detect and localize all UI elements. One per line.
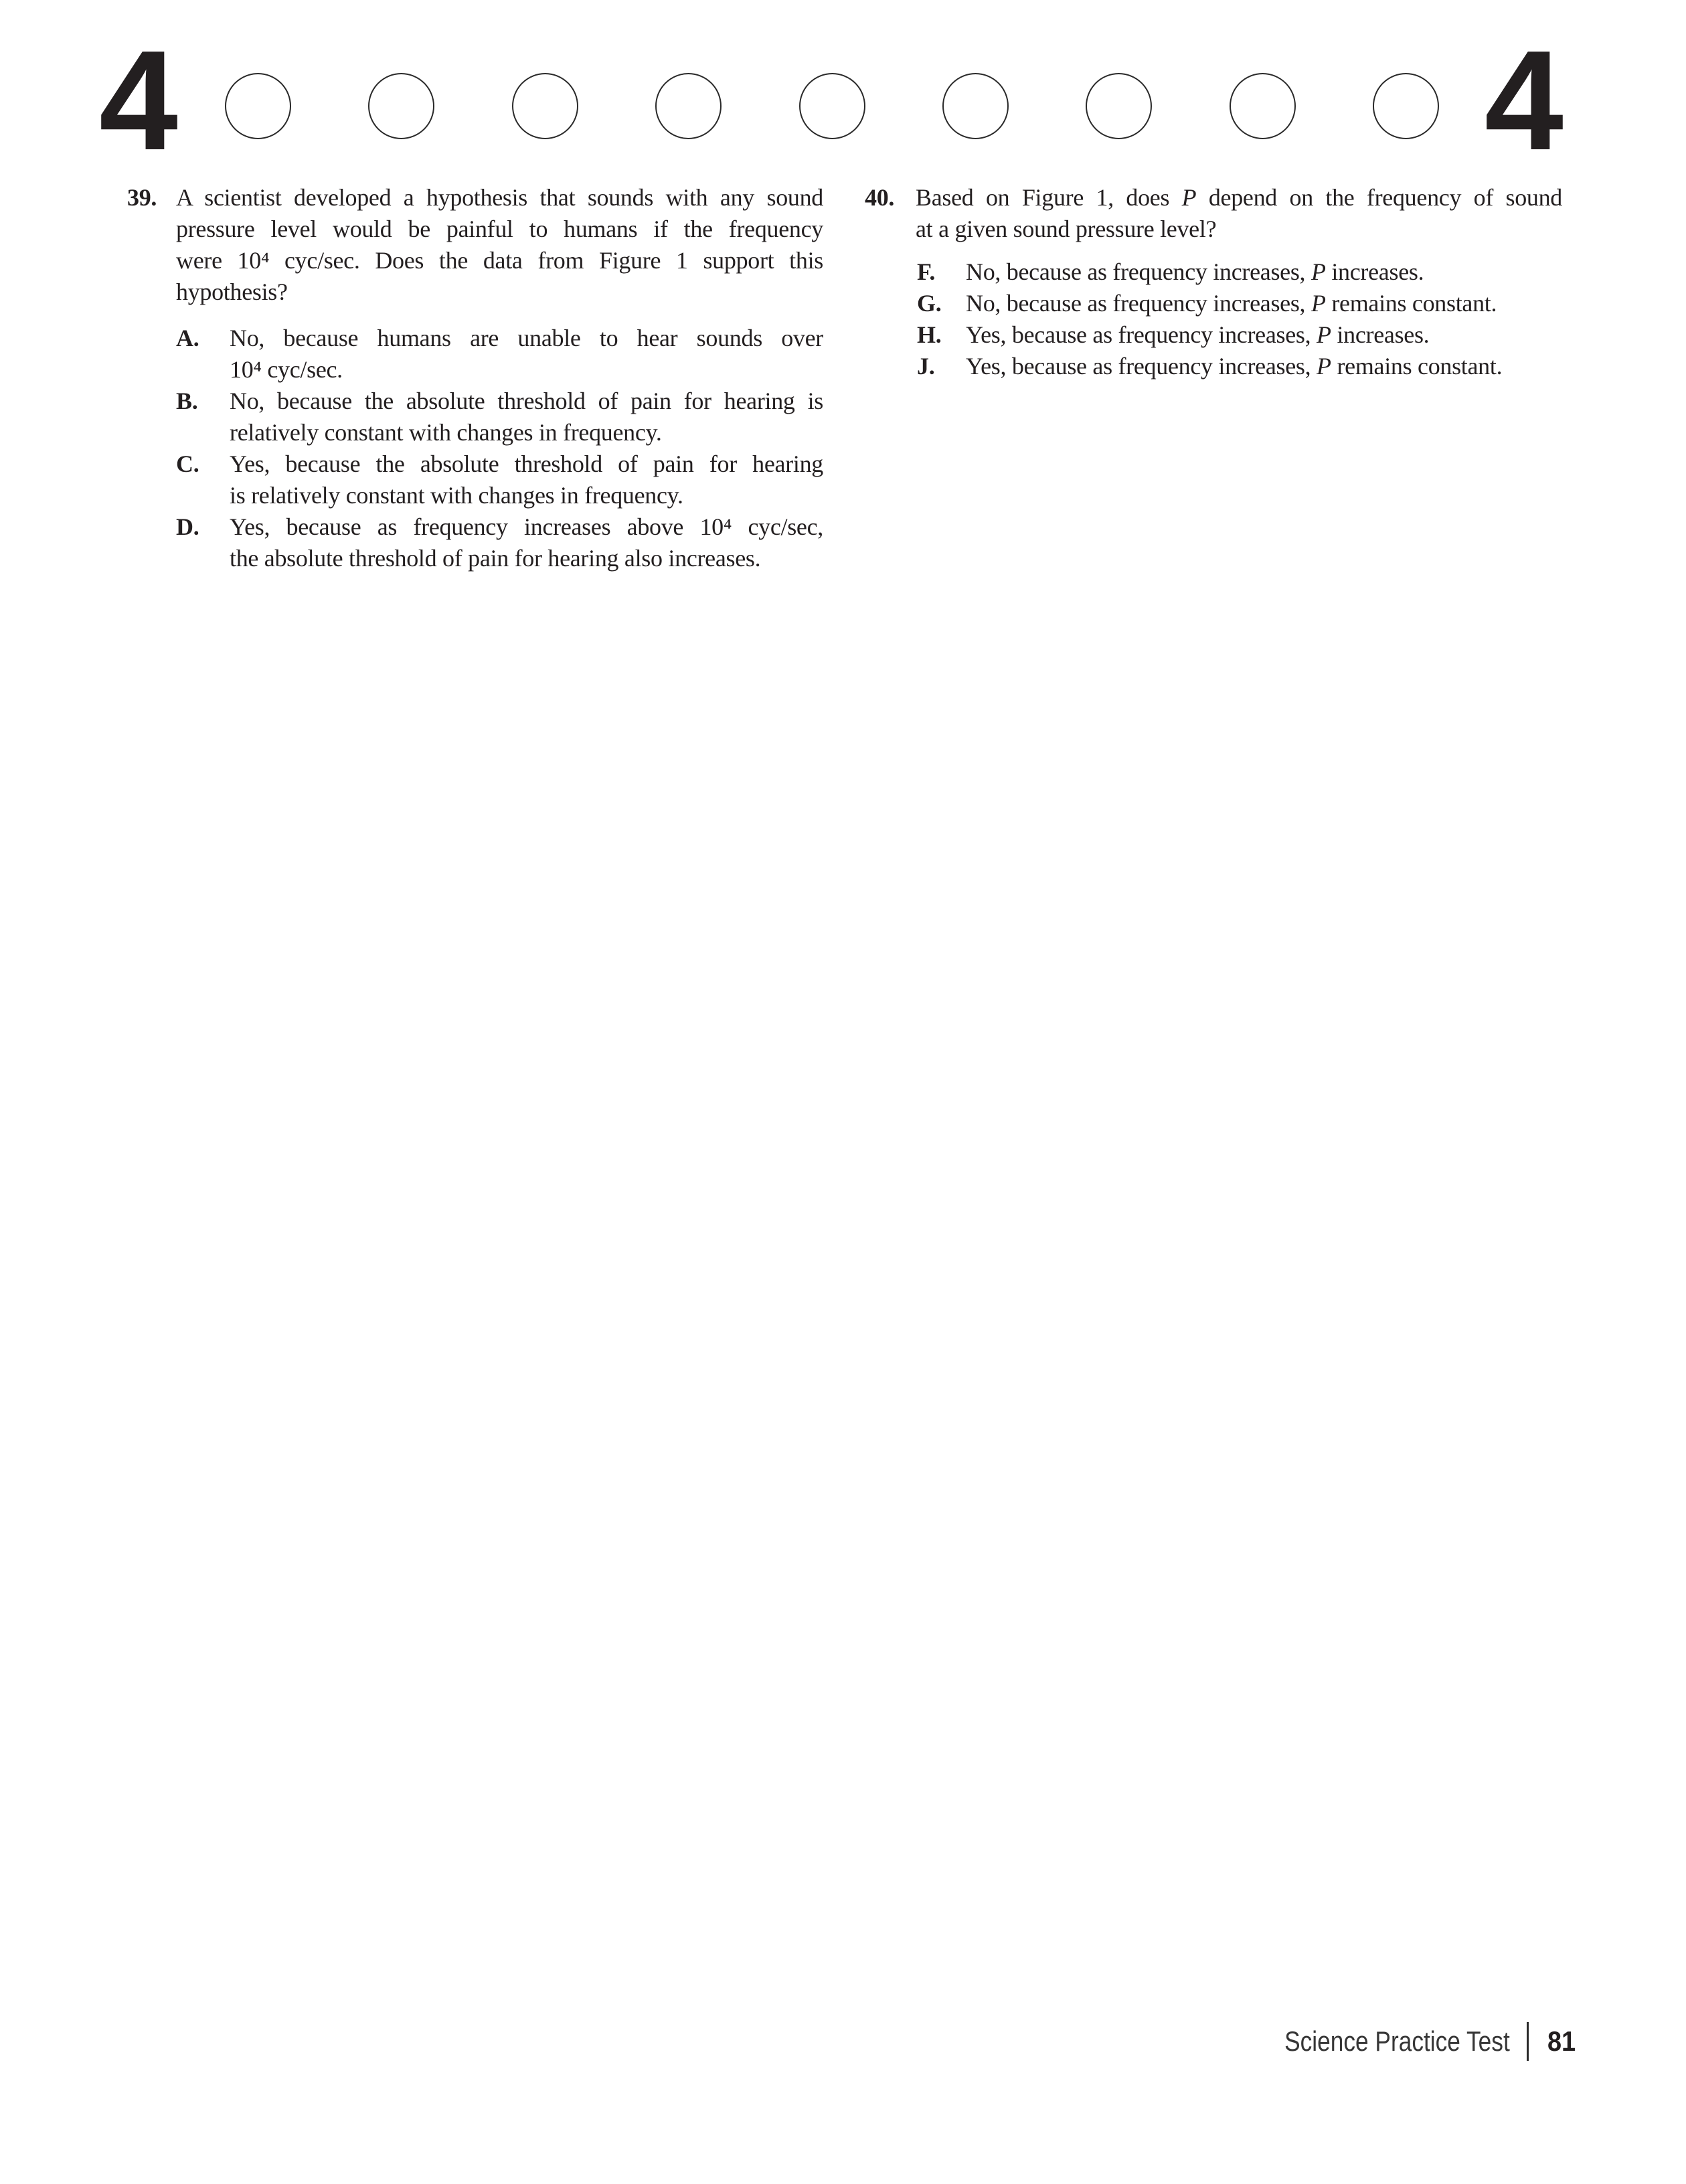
- text-line: relatively constant with changes in frequency.: [230, 419, 662, 446]
- option-letter: H.: [917, 321, 942, 348]
- answer-bubble: [1230, 73, 1296, 139]
- option-text: [230, 386, 823, 448]
- text-line: No, because humans are unable to hear sounds over: [230, 325, 823, 351]
- option-letter: J.: [917, 353, 935, 380]
- option-b: [176, 386, 823, 448]
- option-d: [176, 511, 823, 574]
- text-line: 10⁴ cyc/sec.: [230, 356, 343, 383]
- header-section-number-right: 4: [1485, 21, 1559, 179]
- option-text: [230, 323, 823, 386]
- answer-bubble: [512, 73, 578, 139]
- answer-bubble: [1086, 73, 1152, 139]
- footer-page-number: 81: [1547, 2025, 1576, 2057]
- question-stem: [916, 182, 1562, 245]
- option-letter: F.: [917, 258, 936, 285]
- answer-bubble: [1373, 73, 1439, 139]
- option-j: [917, 351, 1562, 382]
- options-list: [176, 323, 823, 574]
- answer-bubble: [368, 73, 434, 139]
- option-letter: D.: [176, 513, 199, 540]
- text-line: were 10⁴ cyc/sec. Does the data from Figure 1 support this: [176, 247, 823, 274]
- text-line: pressure level would be painful to humans if the frequency: [176, 216, 823, 242]
- text-line: No, because the absolute threshold of pain for hearing is: [230, 388, 823, 414]
- header-section-number-left: 4: [99, 21, 174, 179]
- text-line: No, because as frequency increases, P remains constant.: [966, 290, 1497, 317]
- text-line: Yes, because as frequency increases, P remains constant.: [966, 353, 1503, 380]
- text-line: is relatively constant with changes in frequency.: [230, 482, 683, 509]
- text-line: hypothesis?: [176, 278, 288, 305]
- text-line: Based on Figure 1, does P depend on the frequency of sound: [916, 184, 1563, 211]
- option-text: [966, 319, 1562, 351]
- question-number: 40.: [865, 184, 895, 211]
- answer-bubble: [225, 73, 291, 139]
- option-letter: G.: [917, 290, 942, 317]
- options-list: [917, 256, 1562, 382]
- option-a: [176, 323, 823, 386]
- question-40: [865, 182, 1562, 382]
- option-h: [917, 319, 1562, 351]
- option-text: [966, 256, 1562, 288]
- text-line: Yes, because as frequency increases above 10⁴ cyc/sec,: [230, 513, 823, 540]
- option-f: [917, 256, 1562, 288]
- option-text: [230, 511, 823, 574]
- question-stem: [176, 182, 823, 308]
- footer-divider: [1527, 2022, 1529, 2061]
- text-line: Yes, because as frequency increases, P increases.: [966, 321, 1430, 348]
- answer-bubble: [655, 73, 722, 139]
- text-line: at a given sound pressure level?: [916, 216, 1217, 242]
- option-letter: C.: [176, 450, 199, 477]
- text-line: the absolute threshold of pain for hearing also increases.: [230, 545, 761, 572]
- text-line: A scientist developed a hypothesis that sounds with any sound: [176, 184, 823, 211]
- page-footer: [1242, 2021, 1579, 2062]
- answer-bubble: [799, 73, 865, 139]
- option-g: [917, 288, 1562, 319]
- option-text: [966, 288, 1562, 319]
- text-line: Yes, because the absolute threshold of pain for hearing: [230, 450, 823, 477]
- question-number: 39.: [127, 184, 157, 211]
- option-letter: A.: [176, 325, 199, 351]
- option-c: [176, 448, 823, 511]
- question-39: [127, 182, 823, 574]
- answer-bubble-row: [225, 72, 1439, 139]
- option-letter: B.: [176, 388, 198, 414]
- answer-bubble: [942, 73, 1009, 139]
- text-line: No, because as frequency increases, P increases.: [966, 258, 1424, 285]
- option-text: [230, 448, 823, 511]
- footer-section-label: Science Practice Test: [1284, 2025, 1510, 2057]
- option-text: [966, 351, 1562, 382]
